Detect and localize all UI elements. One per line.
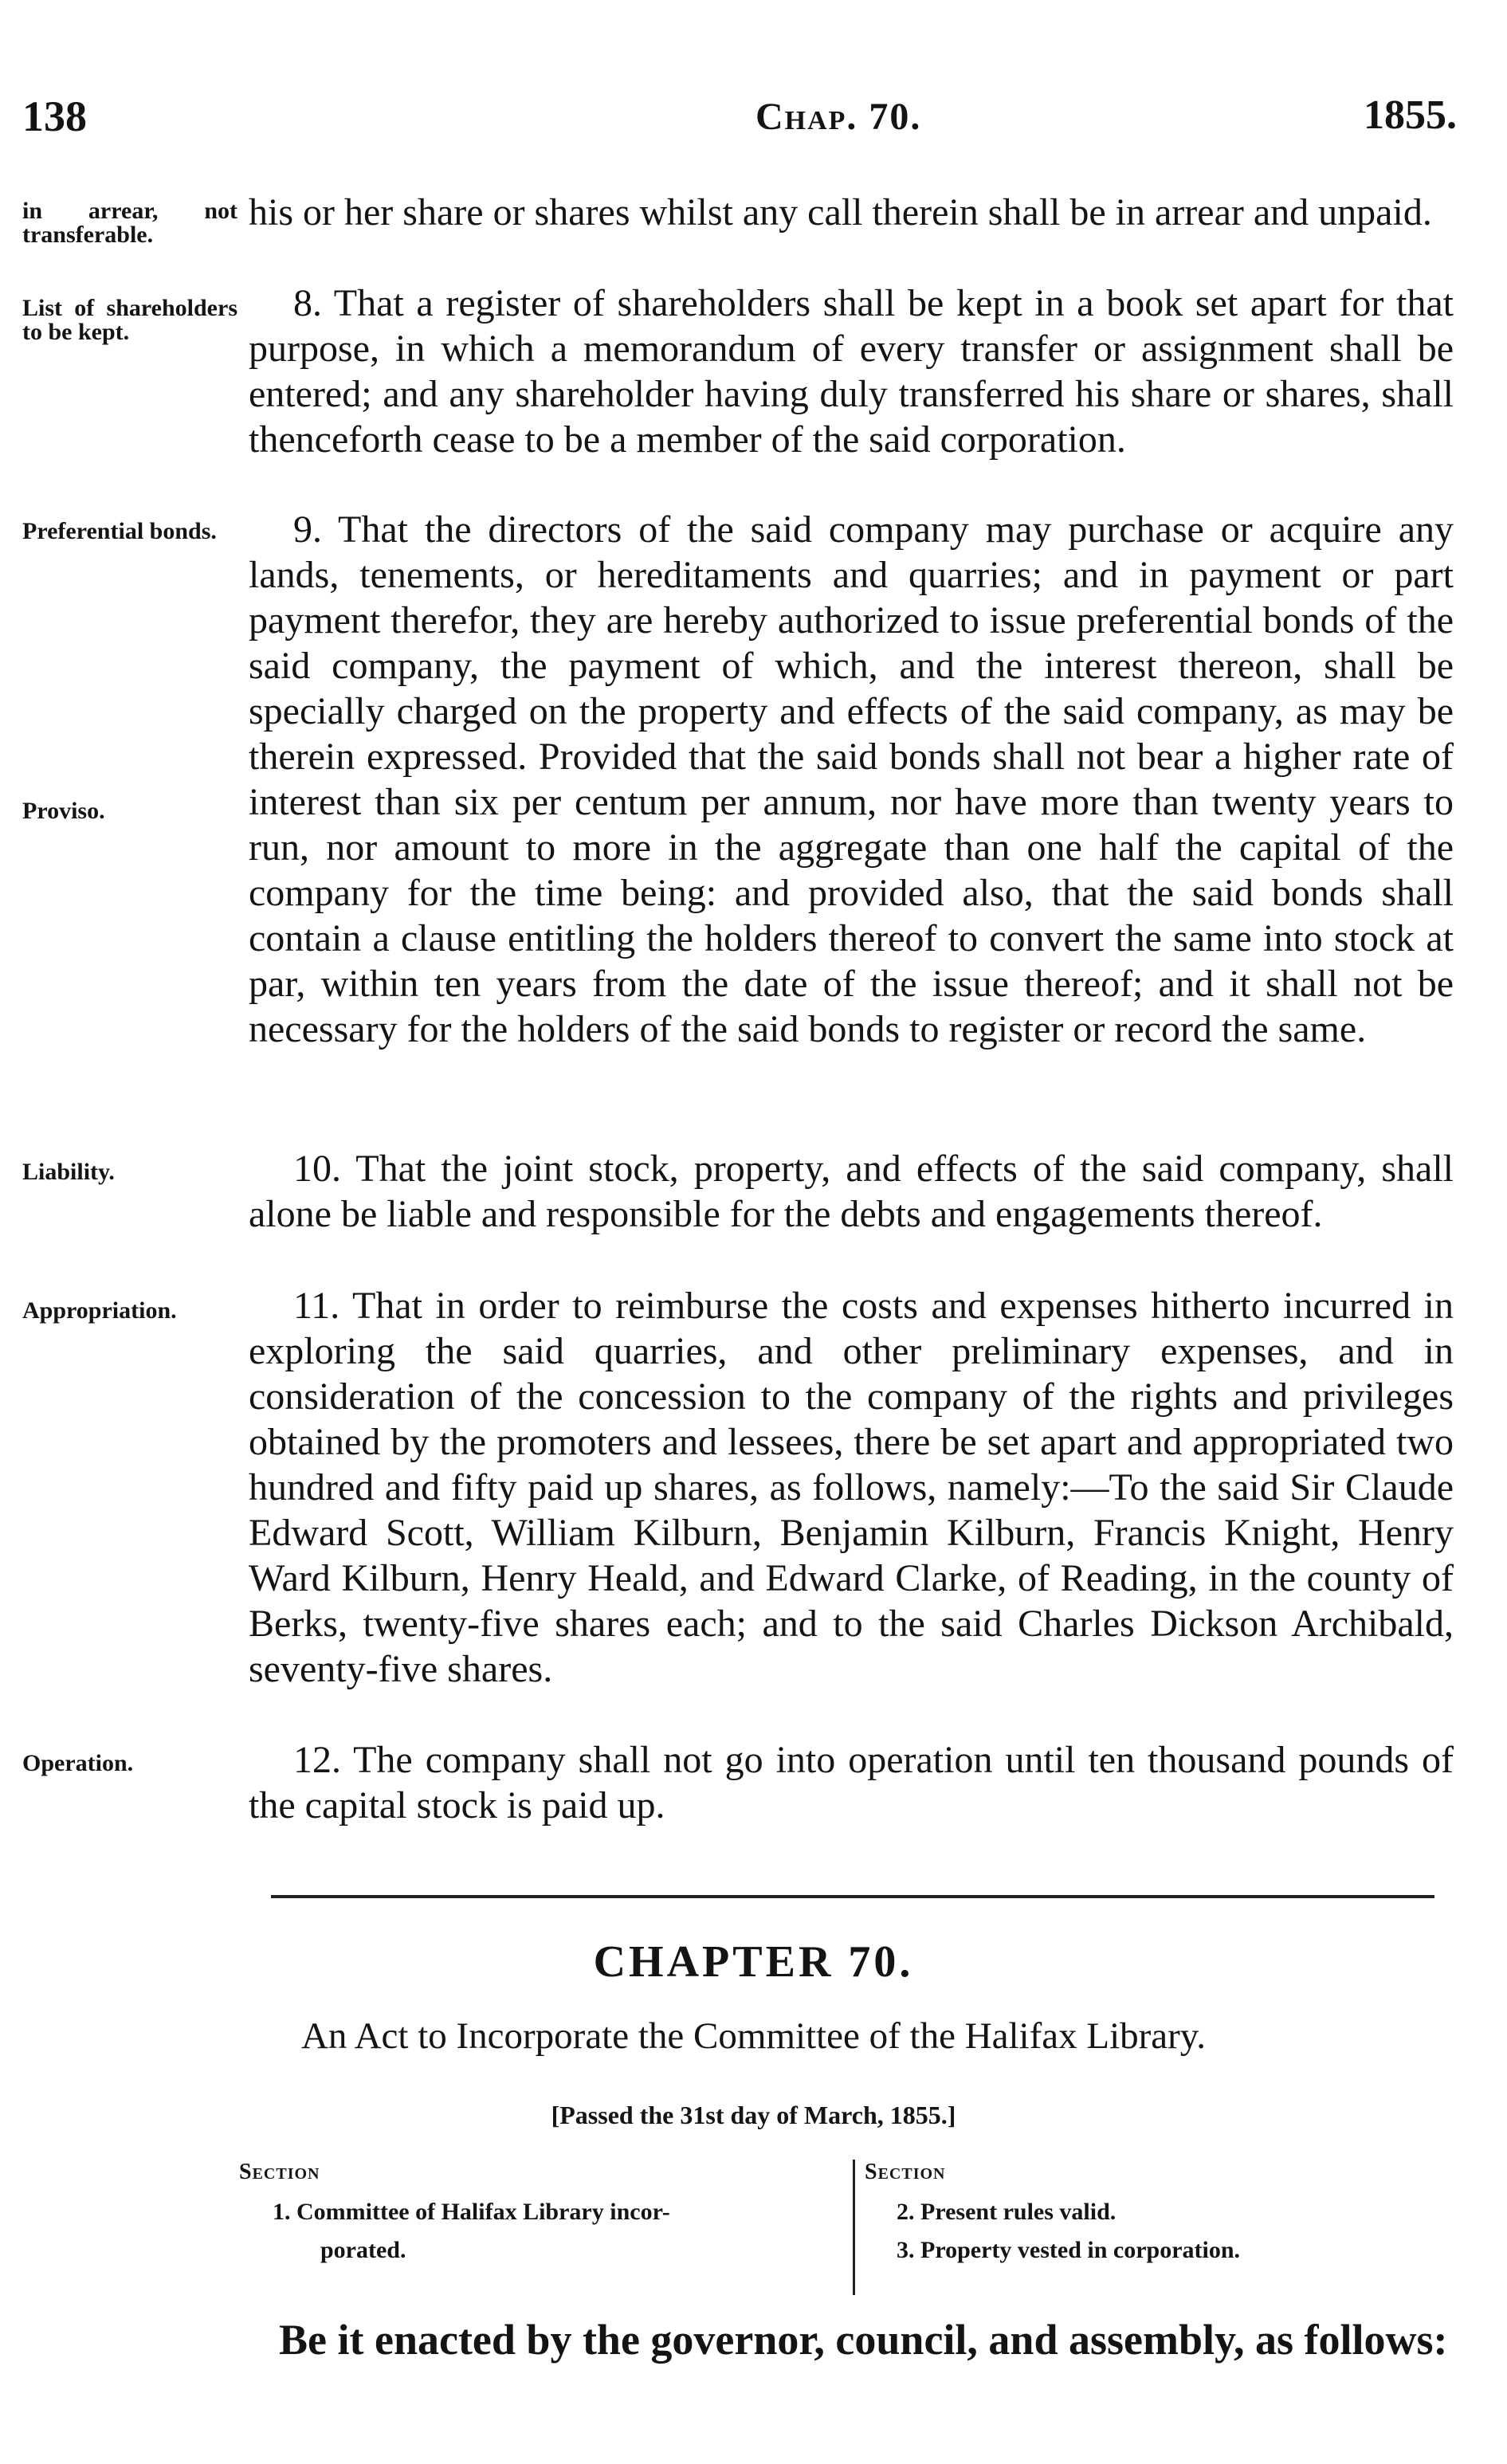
contents-left-label: Section	[239, 2160, 320, 2184]
passed-date: [Passed the 31st day of March, 1855.]	[551, 2101, 956, 2129]
margin-note-proviso: Proviso.	[22, 798, 105, 824]
margin-note-preferential: Preferential bonds.	[22, 518, 217, 544]
section-9-paragraph: 9. That the directors of the said company may purchase or acquire any lands, tenements, or hereditaments and quarries; and in payment or part payment therefor, they are hereby authorized to issue preferential bonds of the said company, the payment of which, and the interest thereon, shall be specially charged on the property and effects of the said company, as may be therein expressed. Provided that the said bonds shall not bear a higher rate of interest than six per centum per annum, nor have more than twenty years to run, nor amount to more in the aggregate than one half the capital of the company for the time being: and provided also, that the said bonds shall contain a clause entitling the holders thereof to convert the same into stock at par, within ten years from the date of the issue thereof; and it shall not be necessary for the holders of the said bonds to register or record the same.	[249, 508, 1454, 1050]
contents-item-1	[239, 2193, 845, 2270]
enacting-clause: Be it enacted by the governor, council, and assembly, as follows:	[279, 2316, 1448, 2364]
page-number: 138	[22, 92, 87, 140]
contents-left-column	[239, 2160, 845, 2270]
margin-note-register: List of shareholders to be kept.	[22, 295, 237, 345]
chapter-heading: CHAPTER 70.	[593, 1937, 914, 1987]
contents-item-1-text: 1. Committee of Halifax Library incor-	[273, 2199, 670, 2225]
section-contents-table	[239, 2160, 1395, 2311]
margin-note-arrear: in arrear, not transferable.	[22, 198, 237, 248]
running-chapter-title: Chap. 70.	[755, 96, 922, 138]
contents-right-label: Section	[865, 2160, 946, 2184]
margin-note-appropriation: Appropriation.	[22, 1297, 177, 1324]
margin-note-liability: Liability.	[22, 1159, 115, 1185]
section-11-paragraph: 11. That in order to reimburse the costs and expenses hitherto incurred in exploring the said quarries, and other preliminary expenses, and in consideration of the concession to the company of the rights and privileges obtained by the promoters and lessees, there be set apart and appropriated two hundred and fifty paid up shares, as follows, namely:—To the said Sir Claude Edward Scott, William Kilburn, Benjamin Kilburn, Francis Knight, Henry Ward Kilburn, Henry Heald, and Edward Clarke, of Reading, in the county of Berks, twenty-five shares each; and to the said Charles Dickson Archibald, seventy-five shares.	[249, 1285, 1454, 1690]
contents-right-column	[853, 2160, 1407, 2295]
margin-note-operation: Operation.	[22, 1750, 134, 1776]
section-divider-rule	[271, 1895, 1434, 1898]
section-10-paragraph: 10. That the joint stock, property, and effects of the said company, shall alone be liable and responsible for the debts and engagements thereof.	[249, 1148, 1454, 1235]
running-head	[22, 92, 1457, 147]
contents-item-3: 3. Property vested in corporation.	[897, 2237, 1241, 2263]
contents-item-2: 2. Present rules valid.	[897, 2199, 1117, 2225]
contents-item-1-continuation: porated.	[320, 2237, 406, 2263]
section-8-paragraph: 8. That a register of shareholders shall be kept in a book set apart for that purpose, in which a memorandum of every transfer or assignment shall be entered; and any shareholder having duly transferred his share or shares, shall thenceforth cease to be a member of the said corporation.	[249, 282, 1454, 461]
continuation-paragraph: his or her share or shares whilst any call therein shall be in arrear and unpaid.	[249, 191, 1432, 233]
running-year: 1855.	[1364, 92, 1457, 138]
act-title: An Act to Incorporate the Committee of the Halifax Library.	[300, 2015, 1207, 2057]
section-12-paragraph: 12. The company shall not go into operation until ten thousand pounds of the capital stock is paid up.	[249, 1739, 1454, 1826]
